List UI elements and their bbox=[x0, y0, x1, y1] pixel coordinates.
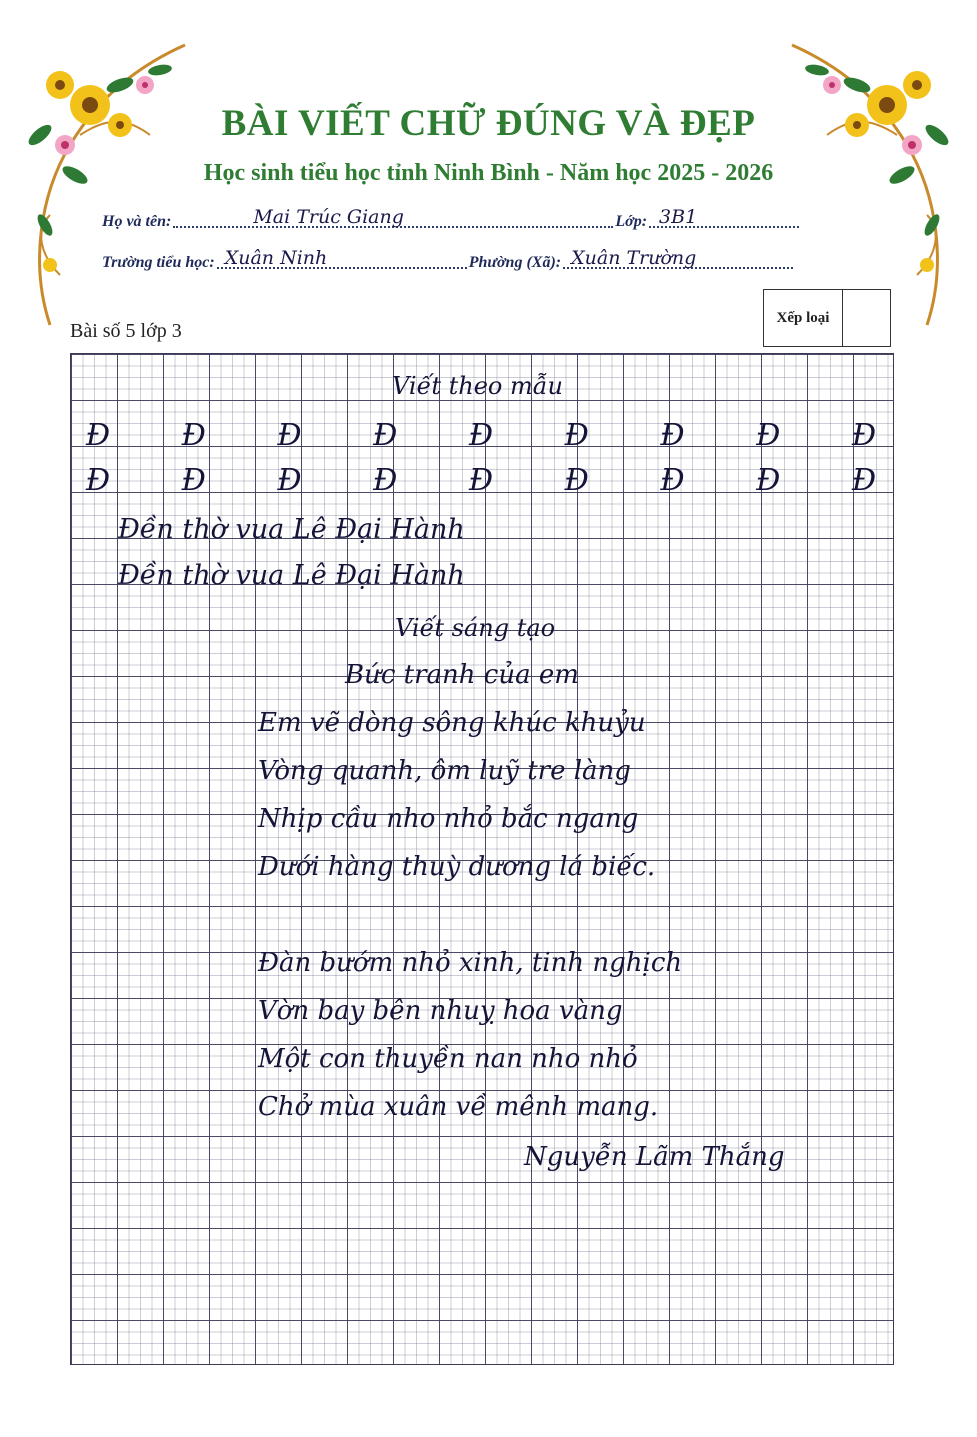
sample-line: Đền thờ vua Lê Đại Hành bbox=[118, 560, 465, 591]
poem-line: Dưới hàng thuỳ dương lá biếc. bbox=[258, 852, 656, 882]
letter: Đ bbox=[85, 418, 111, 453]
letter: Đ bbox=[756, 463, 781, 498]
class-value: 3B1 bbox=[659, 206, 698, 228]
grade-box bbox=[763, 289, 891, 347]
letter: Đ bbox=[756, 418, 781, 453]
grade-value-cell[interactable] bbox=[843, 290, 890, 346]
letter: Đ bbox=[660, 418, 685, 453]
poem-title: Bức tranh của em bbox=[345, 660, 579, 690]
letter: Đ bbox=[277, 463, 302, 498]
poem-line: Đàn bướm nhỏ xinh, tinh nghịch bbox=[258, 948, 683, 978]
letter: Đ bbox=[851, 418, 877, 453]
letter: Đ bbox=[373, 463, 398, 498]
school-field[interactable] bbox=[217, 247, 467, 269]
letter: Đ bbox=[85, 463, 111, 498]
grade-label: Xếp loại bbox=[764, 290, 843, 346]
name-row bbox=[102, 206, 801, 231]
name-field[interactable] bbox=[173, 206, 613, 228]
poem-line: Một con thuyền nan nho nhỏ bbox=[258, 1044, 638, 1074]
sample-heading: Viết theo mẫu bbox=[392, 372, 563, 400]
exercise-label: Bài số 5 lớp 3 bbox=[70, 320, 182, 342]
letter: Đ bbox=[468, 418, 494, 453]
letter-row-1 bbox=[70, 418, 892, 453]
name-label: Họ và tên: bbox=[102, 213, 172, 230]
ward-field[interactable] bbox=[563, 247, 793, 269]
poem-line: Em vẽ dòng sông khúc khuỷu bbox=[258, 708, 646, 738]
sample-line: Đền thờ vua Lê Đại Hành bbox=[118, 514, 465, 545]
class-label: Lớp: bbox=[615, 213, 648, 230]
name-value: Mai Trúc Giang bbox=[253, 206, 404, 228]
poem-line: Nhịp cầu nho nhỏ bắc ngang bbox=[258, 804, 639, 834]
letter: Đ bbox=[564, 418, 589, 453]
letter: Đ bbox=[181, 463, 206, 498]
page-subtitle: Học sinh tiểu học tỉnh Ninh Bình - Năm học 2025 - 2026 bbox=[203, 160, 774, 186]
letter-row-2 bbox=[70, 463, 892, 498]
letter: Đ bbox=[468, 463, 494, 498]
letter: Đ bbox=[851, 463, 877, 498]
letter: Đ bbox=[373, 418, 398, 453]
poem-line: Vòng quanh, ôm luỹ tre làng bbox=[258, 756, 631, 786]
school-label: Trường tiểu học: bbox=[102, 254, 215, 271]
page-title: BÀI VIẾT CHỮ ĐÚNG VÀ ĐẸP bbox=[221, 103, 756, 144]
letter: Đ bbox=[181, 418, 206, 453]
school-row bbox=[102, 247, 795, 272]
letter: Đ bbox=[564, 463, 589, 498]
letter: Đ bbox=[660, 463, 685, 498]
school-value: Xuân Ninh bbox=[224, 247, 328, 269]
poem-line: Chở mùa xuân về mênh mang. bbox=[258, 1092, 659, 1122]
ward-value: Xuân Trường bbox=[571, 247, 697, 269]
class-field[interactable] bbox=[649, 206, 799, 228]
ward-label: Phường (Xã): bbox=[468, 254, 562, 271]
letter: Đ bbox=[277, 418, 302, 453]
poem-author: Nguyễn Lãm Thắng bbox=[524, 1142, 785, 1172]
creative-heading: Viết sáng tạo bbox=[395, 614, 556, 642]
poem-line: Vờn bay bên nhuỵ hoa vàng bbox=[258, 996, 623, 1026]
